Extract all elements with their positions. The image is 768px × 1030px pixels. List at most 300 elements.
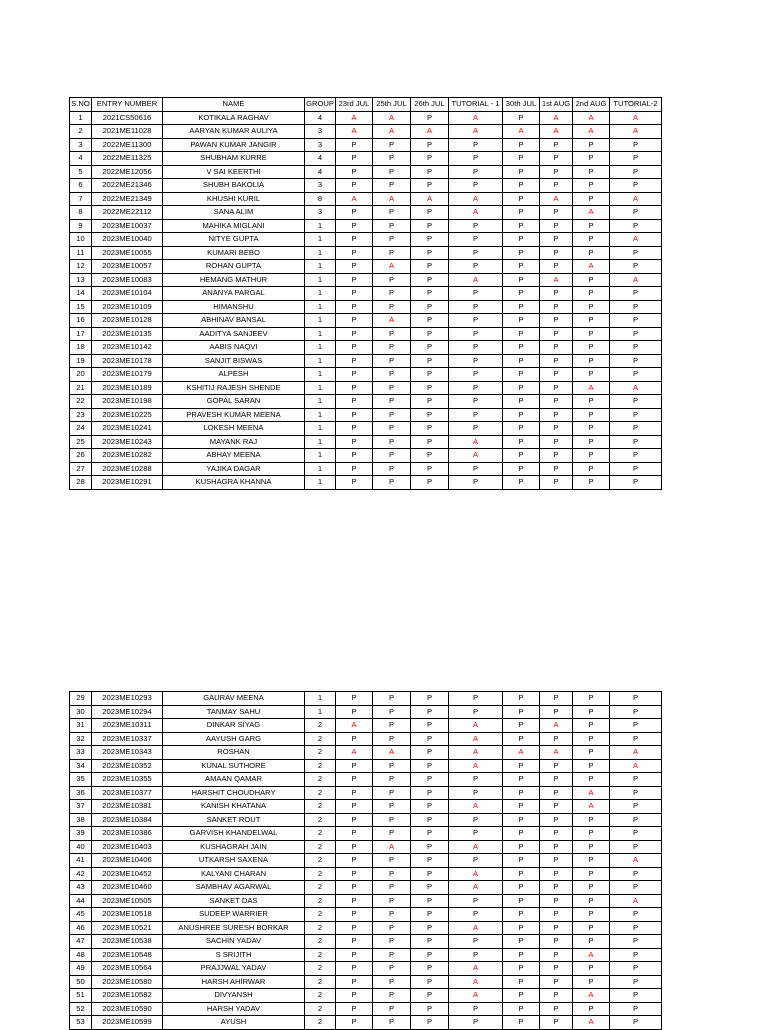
attendance-cell: P [336, 975, 373, 989]
attendance-cell: P [336, 948, 373, 962]
attendance-cell: P [540, 867, 573, 881]
attendance-cell: A [411, 192, 449, 206]
attendance-cell: P [411, 840, 449, 854]
attendance-cell: A [610, 894, 662, 908]
serial-number-cell: 51 [70, 989, 92, 1003]
table-row [70, 894, 662, 908]
attendance-cell: P [411, 435, 449, 449]
serial-number-cell: 42 [70, 867, 92, 881]
attendance-cell: P [411, 233, 449, 247]
attendance-cell: P [610, 368, 662, 382]
serial-number-cell: 6 [70, 179, 92, 193]
attendance-cell: P [411, 692, 449, 706]
attendance-cell: P [540, 935, 573, 949]
table-row [70, 1016, 662, 1030]
serial-number-cell: 9 [70, 219, 92, 233]
attendance-cell: A [573, 800, 610, 814]
attendance-cell: P [503, 449, 540, 463]
table-row [70, 219, 662, 233]
attendance-cell: P [573, 476, 610, 490]
attendance-cell: A [449, 840, 503, 854]
attendance-cell: P [336, 354, 373, 368]
name-cell: SANKET DAS [163, 894, 305, 908]
attendance-cell: P [411, 341, 449, 355]
name-cell: UTKARSH SAXENA [163, 854, 305, 868]
attendance-cell: P [573, 395, 610, 409]
attendance-cell: P [373, 395, 411, 409]
attendance-cell: P [573, 435, 610, 449]
serial-number-cell: 40 [70, 840, 92, 854]
entry-number-cell: 2023ME10582 [92, 989, 163, 1003]
entry-number-cell: 2023ME10311 [92, 719, 163, 733]
table-row [70, 314, 662, 328]
group-cell: 2 [305, 948, 336, 962]
attendance-cell: A [540, 125, 573, 139]
serial-number-cell: 17 [70, 327, 92, 341]
attendance-cell: P [411, 948, 449, 962]
entry-number-cell: 2023ME10460 [92, 881, 163, 895]
attendance-cell: P [503, 975, 540, 989]
table-row [70, 705, 662, 719]
attendance-cell: P [573, 1002, 610, 1016]
entry-number-cell: 2023ME10179 [92, 368, 163, 382]
attendance-cell: P [336, 800, 373, 814]
table-row [70, 840, 662, 854]
attendance-cell: P [373, 327, 411, 341]
attendance-cell: A [449, 273, 503, 287]
attendance-cell: P [503, 233, 540, 247]
attendance-cell: P [540, 462, 573, 476]
attendance-cell: P [540, 341, 573, 355]
group-cell: 3 [305, 125, 336, 139]
serial-number-cell: 29 [70, 692, 92, 706]
attendance-cell: P [411, 395, 449, 409]
table-row [70, 125, 662, 139]
group-cell: 1 [305, 219, 336, 233]
header-row [70, 98, 662, 112]
name-cell: YAJIKA DAGAR [163, 462, 305, 476]
attendance-cell: P [336, 759, 373, 773]
attendance-cell: P [373, 138, 411, 152]
attendance-cell: P [540, 705, 573, 719]
group-cell: 1 [305, 233, 336, 247]
group-cell: 1 [305, 476, 336, 490]
table-row [70, 881, 662, 895]
serial-number-cell: 47 [70, 935, 92, 949]
name-cell: AARYAN KUMAR AULIYA [163, 125, 305, 139]
attendance-cell: P [610, 1002, 662, 1016]
name-cell: HARSHIT CHOUDHARY [163, 786, 305, 800]
attendance-cell: P [411, 111, 449, 125]
serial-number-cell: 2 [70, 125, 92, 139]
attendance-cell: P [610, 935, 662, 949]
attendance-cell: P [540, 854, 573, 868]
attendance-cell: P [336, 449, 373, 463]
attendance-cell: P [449, 233, 503, 247]
attendance-cell: P [411, 881, 449, 895]
group-cell: 2 [305, 746, 336, 760]
entry-number-cell: 2023ME10057 [92, 260, 163, 274]
attendance-cell: P [411, 260, 449, 274]
attendance-cell: A [610, 746, 662, 760]
serial-number-cell: 18 [70, 341, 92, 355]
attendance-cell: P [449, 381, 503, 395]
attendance-cell: P [503, 368, 540, 382]
attendance-cell: P [540, 435, 573, 449]
entry-number-cell: 2023ME10243 [92, 435, 163, 449]
column-header: TUTORIAL-2 [610, 98, 662, 112]
attendance-cell: A [449, 800, 503, 814]
attendance-cell: P [573, 732, 610, 746]
entry-number-cell: 2023ME10518 [92, 908, 163, 922]
attendance-cell: P [373, 233, 411, 247]
attendance-cell: P [503, 989, 540, 1003]
attendance-cell: P [540, 881, 573, 895]
group-cell: 1 [305, 246, 336, 260]
attendance-cell: A [336, 746, 373, 760]
attendance-cell: P [373, 219, 411, 233]
attendance-cell: P [503, 381, 540, 395]
table-row [70, 395, 662, 409]
attendance-cell: P [573, 449, 610, 463]
attendance-cell: P [503, 273, 540, 287]
attendance-cell: P [411, 476, 449, 490]
attendance-cell: P [610, 435, 662, 449]
attendance-cell: P [336, 813, 373, 827]
table-row [70, 368, 662, 382]
name-cell: ALPESH [163, 368, 305, 382]
attendance-cell: P [449, 854, 503, 868]
group-cell: 1 [305, 327, 336, 341]
attendance-cell: P [573, 854, 610, 868]
attendance-cell: P [540, 1016, 573, 1030]
group-cell: 2 [305, 1002, 336, 1016]
serial-number-cell: 50 [70, 975, 92, 989]
attendance-cell: P [573, 408, 610, 422]
attendance-cell: P [411, 989, 449, 1003]
entry-number-cell: 2023ME10343 [92, 746, 163, 760]
entry-number-cell: 2023ME10083 [92, 273, 163, 287]
name-cell: KSHITIJ RAJESH SHENDE [163, 381, 305, 395]
serial-number-cell: 49 [70, 962, 92, 976]
attendance-cell: P [540, 773, 573, 787]
table-row [70, 179, 662, 193]
attendance-cell: P [503, 287, 540, 301]
attendance-cell: P [411, 287, 449, 301]
group-cell: 2 [305, 989, 336, 1003]
attendance-cell: P [573, 422, 610, 436]
attendance-rows-page-1 [70, 111, 662, 489]
name-cell: SANA ALIM [163, 206, 305, 220]
attendance-cell: A [449, 192, 503, 206]
serial-number-cell: 12 [70, 260, 92, 274]
entry-number-cell: 2023ME10040 [92, 233, 163, 247]
group-cell: 4 [305, 111, 336, 125]
table-row [70, 746, 662, 760]
attendance-cell: P [411, 327, 449, 341]
table-row [70, 948, 662, 962]
serial-number-cell: 19 [70, 354, 92, 368]
table-row [70, 719, 662, 733]
attendance-cell: P [503, 705, 540, 719]
entry-number-cell: 2023ME10294 [92, 705, 163, 719]
attendance-cell: P [610, 287, 662, 301]
attendance-cell: P [503, 341, 540, 355]
attendance-cell: P [449, 408, 503, 422]
attendance-cell: P [336, 260, 373, 274]
attendance-cell: P [540, 476, 573, 490]
attendance-cell: P [411, 935, 449, 949]
attendance-cell: P [411, 705, 449, 719]
attendance-cell: P [573, 233, 610, 247]
attendance-cell: P [336, 476, 373, 490]
attendance-cell: P [411, 962, 449, 976]
attendance-cell: P [503, 354, 540, 368]
attendance-cell: P [336, 921, 373, 935]
attendance-cell: P [373, 165, 411, 179]
table-row [70, 867, 662, 881]
serial-number-cell: 10 [70, 233, 92, 247]
table-row [70, 408, 662, 422]
attendance-cell: P [336, 219, 373, 233]
attendance-cell: P [503, 435, 540, 449]
attendance-cell: P [503, 111, 540, 125]
name-cell: SACHIN YADAV [163, 935, 305, 949]
attendance-cell: A [503, 125, 540, 139]
serial-number-cell: 5 [70, 165, 92, 179]
attendance-cell: P [573, 462, 610, 476]
attendance-cell: P [540, 975, 573, 989]
serial-number-cell: 38 [70, 813, 92, 827]
attendance-cell: P [610, 800, 662, 814]
attendance-cell: A [449, 962, 503, 976]
serial-number-cell: 25 [70, 435, 92, 449]
name-cell: KUSHAGRA KHANNA [163, 476, 305, 490]
name-cell: V SAI KEERTHI [163, 165, 305, 179]
attendance-cell: P [336, 246, 373, 260]
attendance-cell: P [411, 908, 449, 922]
attendance-cell: A [610, 759, 662, 773]
attendance-cell: A [336, 125, 373, 139]
attendance-cell: P [373, 368, 411, 382]
entry-number-cell: 2023ME10452 [92, 867, 163, 881]
serial-number-cell: 34 [70, 759, 92, 773]
group-cell: 1 [305, 449, 336, 463]
attendance-cell: P [503, 1002, 540, 1016]
attendance-cell: P [540, 368, 573, 382]
serial-number-cell: 4 [70, 152, 92, 166]
attendance-cell: A [449, 746, 503, 760]
entry-number-cell: 2023ME10288 [92, 462, 163, 476]
attendance-cell: P [573, 719, 610, 733]
table-row [70, 354, 662, 368]
attendance-cell: P [610, 341, 662, 355]
name-cell: SHUBH BAKOLIA [163, 179, 305, 193]
attendance-cell: P [373, 1016, 411, 1030]
attendance-cell: P [573, 192, 610, 206]
attendance-cell: P [373, 152, 411, 166]
attendance-cell: P [610, 314, 662, 328]
attendance-cell: A [573, 125, 610, 139]
attendance-cell: A [610, 111, 662, 125]
attendance-cell: P [573, 273, 610, 287]
attendance-cell: P [449, 314, 503, 328]
name-cell: DIVYANSH [163, 989, 305, 1003]
attendance-cell: P [373, 948, 411, 962]
attendance-cell: P [373, 705, 411, 719]
name-cell: HEMANG MATHUR [163, 273, 305, 287]
attendance-cell: P [449, 368, 503, 382]
attendance-cell: A [573, 206, 610, 220]
serial-number-cell: 7 [70, 192, 92, 206]
attendance-cell: P [373, 422, 411, 436]
attendance-cell: P [336, 867, 373, 881]
name-cell: DINKAR SIYAG [163, 719, 305, 733]
group-cell: 2 [305, 800, 336, 814]
attendance-cell: P [373, 854, 411, 868]
attendance-cell: A [610, 273, 662, 287]
table-row [70, 462, 662, 476]
attendance-cell: P [411, 732, 449, 746]
attendance-cell: A [373, 192, 411, 206]
attendance-cell: P [573, 921, 610, 935]
attendance-cell: P [336, 327, 373, 341]
attendance-cell: P [573, 314, 610, 328]
attendance-cell: P [503, 314, 540, 328]
attendance-cell: P [449, 327, 503, 341]
attendance-cell: P [373, 921, 411, 935]
attendance-cell: P [336, 314, 373, 328]
group-cell: 2 [305, 786, 336, 800]
table-row [70, 921, 662, 935]
serial-number-cell: 32 [70, 732, 92, 746]
table-row [70, 422, 662, 436]
column-header: TUTORIAL - 1 [449, 98, 503, 112]
attendance-cell: P [540, 948, 573, 962]
attendance-cell: A [336, 719, 373, 733]
attendance-cell: A [336, 111, 373, 125]
attendance-cell: A [373, 125, 411, 139]
attendance-cell: P [336, 408, 373, 422]
attendance-cell: P [449, 287, 503, 301]
attendance-cell: P [503, 921, 540, 935]
group-cell: 2 [305, 908, 336, 922]
attendance-cell: P [610, 260, 662, 274]
table-row [70, 260, 662, 274]
attendance-cell: P [610, 962, 662, 976]
name-cell: MAYANK RAJ [163, 435, 305, 449]
attendance-cell: P [573, 881, 610, 895]
group-cell: 2 [305, 894, 336, 908]
attendance-cell: P [610, 732, 662, 746]
name-cell: S SRIJITH [163, 948, 305, 962]
attendance-cell: A [610, 854, 662, 868]
attendance-cell: P [610, 989, 662, 1003]
table-row [70, 759, 662, 773]
attendance-cell: A [411, 125, 449, 139]
attendance-cell: P [503, 138, 540, 152]
name-cell: KUSHAGRAH JAIN [163, 840, 305, 854]
name-cell: ANUSHREE SURESH BORKAR [163, 921, 305, 935]
entry-number-cell: 2023ME10037 [92, 219, 163, 233]
attendance-cell: P [573, 975, 610, 989]
attendance-cell: A [373, 111, 411, 125]
name-cell: KANISH KHATANA [163, 800, 305, 814]
group-cell: 2 [305, 719, 336, 733]
attendance-cell: A [573, 786, 610, 800]
entry-number-cell: 2023ME10505 [92, 894, 163, 908]
attendance-cell: P [540, 908, 573, 922]
serial-number-cell: 30 [70, 705, 92, 719]
attendance-cell: P [573, 746, 610, 760]
attendance-cell: P [336, 840, 373, 854]
attendance-cell: P [540, 449, 573, 463]
attendance-cell: P [411, 786, 449, 800]
attendance-cell: P [449, 422, 503, 436]
attendance-cell: A [573, 111, 610, 125]
attendance-cell: P [336, 827, 373, 841]
attendance-cell: P [449, 219, 503, 233]
attendance-cell: P [336, 179, 373, 193]
group-cell: 2 [305, 827, 336, 841]
attendance-cell: P [373, 894, 411, 908]
attendance-cell: P [540, 921, 573, 935]
attendance-cell: P [503, 759, 540, 773]
name-cell: PRAVESH KUMAR MEENA [163, 408, 305, 422]
attendance-cell: A [449, 975, 503, 989]
entry-number-cell: 2023ME10521 [92, 921, 163, 935]
attendance-cell: P [573, 962, 610, 976]
table-row [70, 962, 662, 976]
attendance-cell: P [336, 773, 373, 787]
attendance-cell: P [373, 300, 411, 314]
attendance-cell: P [449, 462, 503, 476]
serial-number-cell: 11 [70, 246, 92, 260]
serial-number-cell: 37 [70, 800, 92, 814]
name-cell: PAWAN KUMAR JANGIR [163, 138, 305, 152]
attendance-cell: P [610, 354, 662, 368]
table-row [70, 165, 662, 179]
attendance-cell: P [336, 786, 373, 800]
attendance-cell: P [336, 395, 373, 409]
serial-number-cell: 16 [70, 314, 92, 328]
group-cell: 2 [305, 773, 336, 787]
attendance-cell: P [610, 327, 662, 341]
entry-number-cell: 2023ME10548 [92, 948, 163, 962]
serial-number-cell: 52 [70, 1002, 92, 1016]
attendance-cell: P [336, 935, 373, 949]
attendance-cell: P [540, 152, 573, 166]
serial-number-cell: 41 [70, 854, 92, 868]
attendance-cell: P [610, 881, 662, 895]
table-row [70, 773, 662, 787]
serial-number-cell: 1 [70, 111, 92, 125]
attendance-cell: P [503, 300, 540, 314]
attendance-cell: P [411, 800, 449, 814]
attendance-cell: P [573, 138, 610, 152]
attendance-cell: P [610, 138, 662, 152]
column-header: GROUP [305, 98, 336, 112]
name-cell: SANJIT BISWAS [163, 354, 305, 368]
attendance-cell: P [411, 422, 449, 436]
attendance-cell: P [540, 786, 573, 800]
entry-number-cell: 2023ME10055 [92, 246, 163, 260]
entry-number-cell: 2023ME10109 [92, 300, 163, 314]
attendance-cell: P [336, 894, 373, 908]
attendance-cell: P [503, 462, 540, 476]
group-cell: 1 [305, 273, 336, 287]
attendance-cell: P [503, 908, 540, 922]
